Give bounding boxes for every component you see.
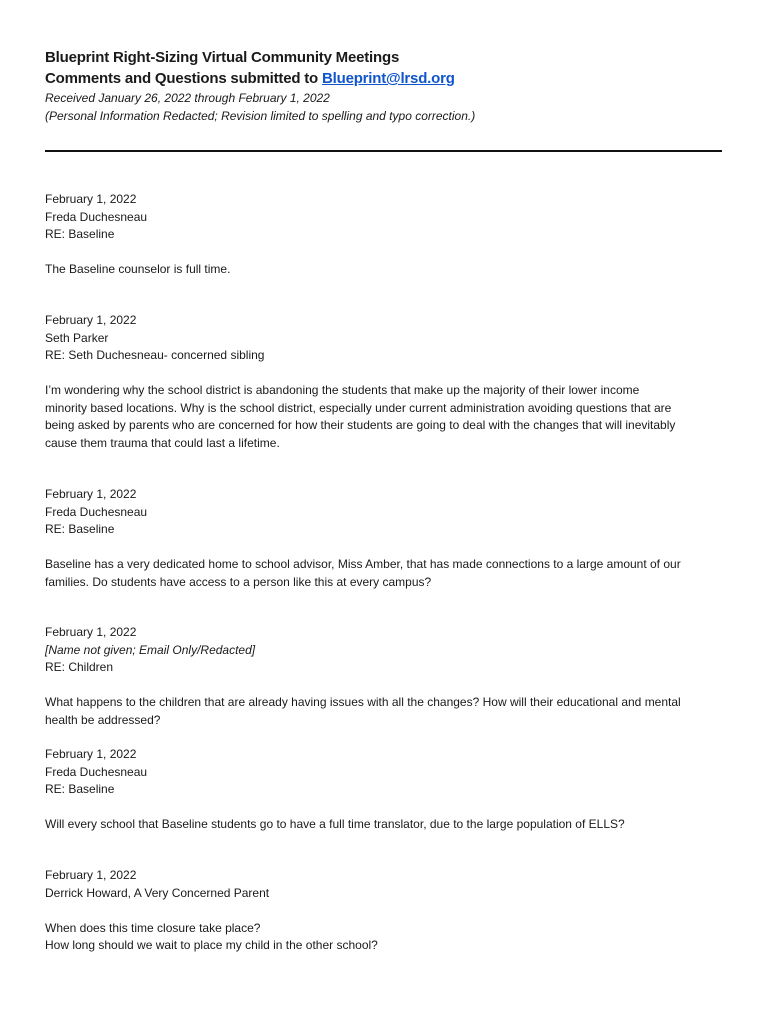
document-title: Blueprint Right-Sizing Virtual Community Meetings [45, 49, 400, 66]
entry-date: February 1, 2022 [45, 192, 137, 206]
entry-body-line: When does this time closure take place? [45, 920, 261, 935]
subtitle-prefix: Comments and Questions submitted to [45, 70, 322, 87]
document-subtitle [45, 68, 735, 89]
entry-body [45, 816, 730, 834]
entry-author: Freda Duchesneau [45, 504, 148, 519]
redaction-note: (Personal Information Redacted; Revision limited to spelling and typo correction.) [45, 108, 476, 123]
entry-body-line: The Baseline counselor is full time. [45, 262, 231, 276]
entry-body-line: health be addressed? [45, 712, 161, 727]
comment-entry [45, 746, 730, 834]
comment-entry [45, 867, 730, 955]
entry-body-line: I’m wondering why the school district is abandoning the students that make up the majority of their lower income [45, 383, 640, 397]
email-link[interactable]: Blueprint@lrsd.org [322, 70, 455, 87]
entry-body [45, 261, 730, 279]
entry-body [45, 920, 730, 955]
entry-body-line: Baseline has a very dedicated home to school advisor, Miss Amber, that has made connections to a large amount of our [45, 557, 681, 571]
document-header [45, 47, 735, 125]
comment-entry [45, 312, 730, 452]
entry-date: February 1, 2022 [45, 625, 137, 639]
entry-subject: RE: Baseline [45, 227, 115, 241]
entry-subject: RE: Baseline [45, 522, 115, 536]
entry-body-line: minority based locations. Why is the school district, especially under current administration avoiding questions that are [45, 400, 672, 415]
entry-body [45, 556, 730, 591]
comment-entry [45, 624, 730, 729]
comment-entry [45, 486, 730, 591]
entry-body [45, 382, 730, 452]
entry-body-line: being asked by parents who are concerned for how their students are going to deal with the changes that will inevitably [45, 418, 676, 432]
entry-subject: RE: Seth Duchesneau- concerned sibling [45, 348, 265, 362]
entry-date: February 1, 2022 [45, 868, 137, 882]
entry-body-line: What happens to the children that are already having issues with all the changes? How will their educational and mental [45, 695, 681, 709]
entry-date: February 1, 2022 [45, 747, 137, 761]
entry-author: Seth Parker [45, 330, 109, 345]
entry-body-line: How long should we wait to place my child in the other school? [45, 938, 378, 952]
entry-body-line: families. Do students have access to a person like this at every campus? [45, 574, 432, 589]
entry-subject: RE: Baseline [45, 782, 115, 796]
entry-author: Derrick Howard, A Very Concerned Parent [45, 885, 270, 900]
entry-author: Freda Duchesneau [45, 209, 148, 224]
received-range: Received January 26, 2022 through February 1, 2022 [45, 91, 330, 105]
entry-body-line: Will every school that Baseline students go to have a full time translator, due to the large population of ELLS? [45, 817, 625, 831]
entry-body [45, 694, 730, 729]
entry-subject: RE: Children [45, 660, 114, 674]
header-divider [45, 150, 722, 152]
comment-entry [45, 191, 730, 279]
entry-author: Freda Duchesneau [45, 764, 148, 779]
entry-author: [Name not given; Email Only/Redacted] [45, 642, 256, 657]
entry-body-line: cause them trauma that could last a lifetime. [45, 435, 280, 450]
entry-date: February 1, 2022 [45, 313, 137, 327]
entry-date: February 1, 2022 [45, 487, 137, 501]
